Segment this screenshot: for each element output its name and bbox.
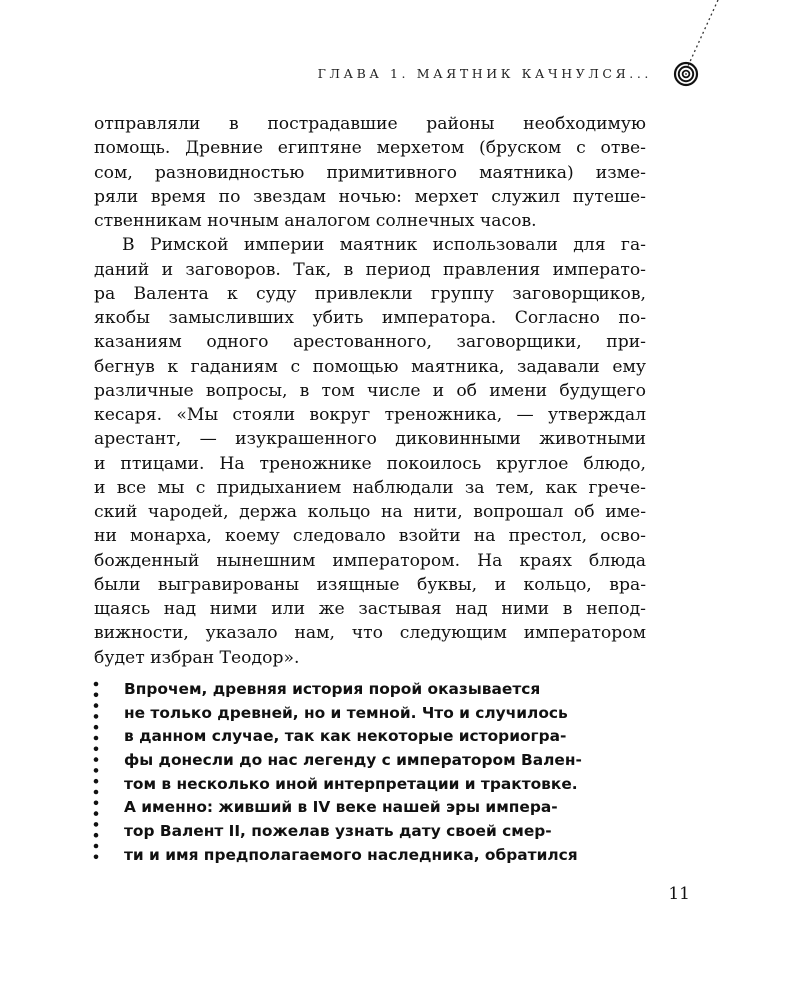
text-line: и все мы с придыханием наблюдали за тем, как грече- (94, 477, 646, 498)
text-line: и птицами. На треножнике покоилось круглое блюдо, (94, 453, 646, 474)
text-line: ра Валента к суду привлекли группу заговорщиков, (94, 283, 646, 304)
page-number: 11 (668, 884, 690, 904)
dotted-rule-icon (90, 680, 102, 868)
sidebar-line: том в несколько иной интерпретации и трактовке. (124, 774, 578, 793)
sidebar-line: Впрочем, древняя история порой оказывается (124, 680, 541, 698)
text-line: будет избран Теодор». (94, 647, 300, 668)
text-line: В Римской империи маятник использовали для га- (122, 235, 646, 256)
text-line: сом, разновидностью примитивного маятника) изме- (94, 162, 646, 183)
text-line: ственникам ночным аналогом солнечных часов. (94, 211, 537, 231)
running-head: ГЛАВА 1. МАЯТНИК КАЧНУЛСЯ... (317, 66, 652, 81)
text-line: божденный нынешним императором. На краях блюда (94, 550, 646, 571)
text-line: ский чародей, держа кольцо на нити, вопрошал об име- (94, 502, 646, 522)
text-line: отправляли в пострадавшие районы необходимую (94, 114, 646, 134)
text-line: даний и заговоров. Так, в период правления императо- (94, 259, 646, 280)
sidebar-line: фы донесли до нас легенду с императором Вален- (124, 751, 582, 770)
sidebar-line: ти и имя предполагаемого наследника, обратился (124, 845, 578, 864)
sidebar-line: в данном случае, так как некоторые историогра- (124, 727, 567, 746)
sidebar-line: тор Валент II, пожелав узнать дату своей смер- (124, 822, 552, 841)
pendulum-ornament-icon (0, 0, 800, 100)
text-line: ни монарха, коему следовало взойти на престол, осво- (94, 526, 646, 547)
main-text (94, 112, 646, 670)
text-line: щаясь над ними или же застывая над ними в непод- (94, 599, 646, 619)
text-line: различные вопросы, в том числе и об имени будущего (94, 380, 646, 401)
text-line: якобы замысливших убить императора. Согласно по- (94, 308, 646, 328)
text-line: кесаря. «Мы стояли вокруг треножника, — утверждал (94, 405, 646, 425)
text-line: ряли время по звездам ночью: мерхет служил путеше- (94, 186, 646, 207)
text-line: вижности, указало нам, что следующим императором (94, 623, 646, 644)
text-line: казаниям одного арестованного, заговорщики, при- (94, 332, 646, 353)
sidebar-line: не только древней, но и темной. Что и случилось (124, 703, 568, 722)
sidebar-text (124, 678, 638, 868)
text-line: арестант, — изукрашенного диковинными животными (94, 429, 646, 450)
text-line: были выгравированы изящные буквы, и кольцо, вра- (94, 574, 646, 595)
text-line: помощь. Древние египтяне мерхетом (бруском с отве- (94, 138, 646, 159)
text-line: бегнув к гаданиям с помощью маятника, задавали ему (94, 356, 646, 377)
sidebar-line: А именно: живший в IV веке нашей эры импера- (124, 798, 558, 817)
